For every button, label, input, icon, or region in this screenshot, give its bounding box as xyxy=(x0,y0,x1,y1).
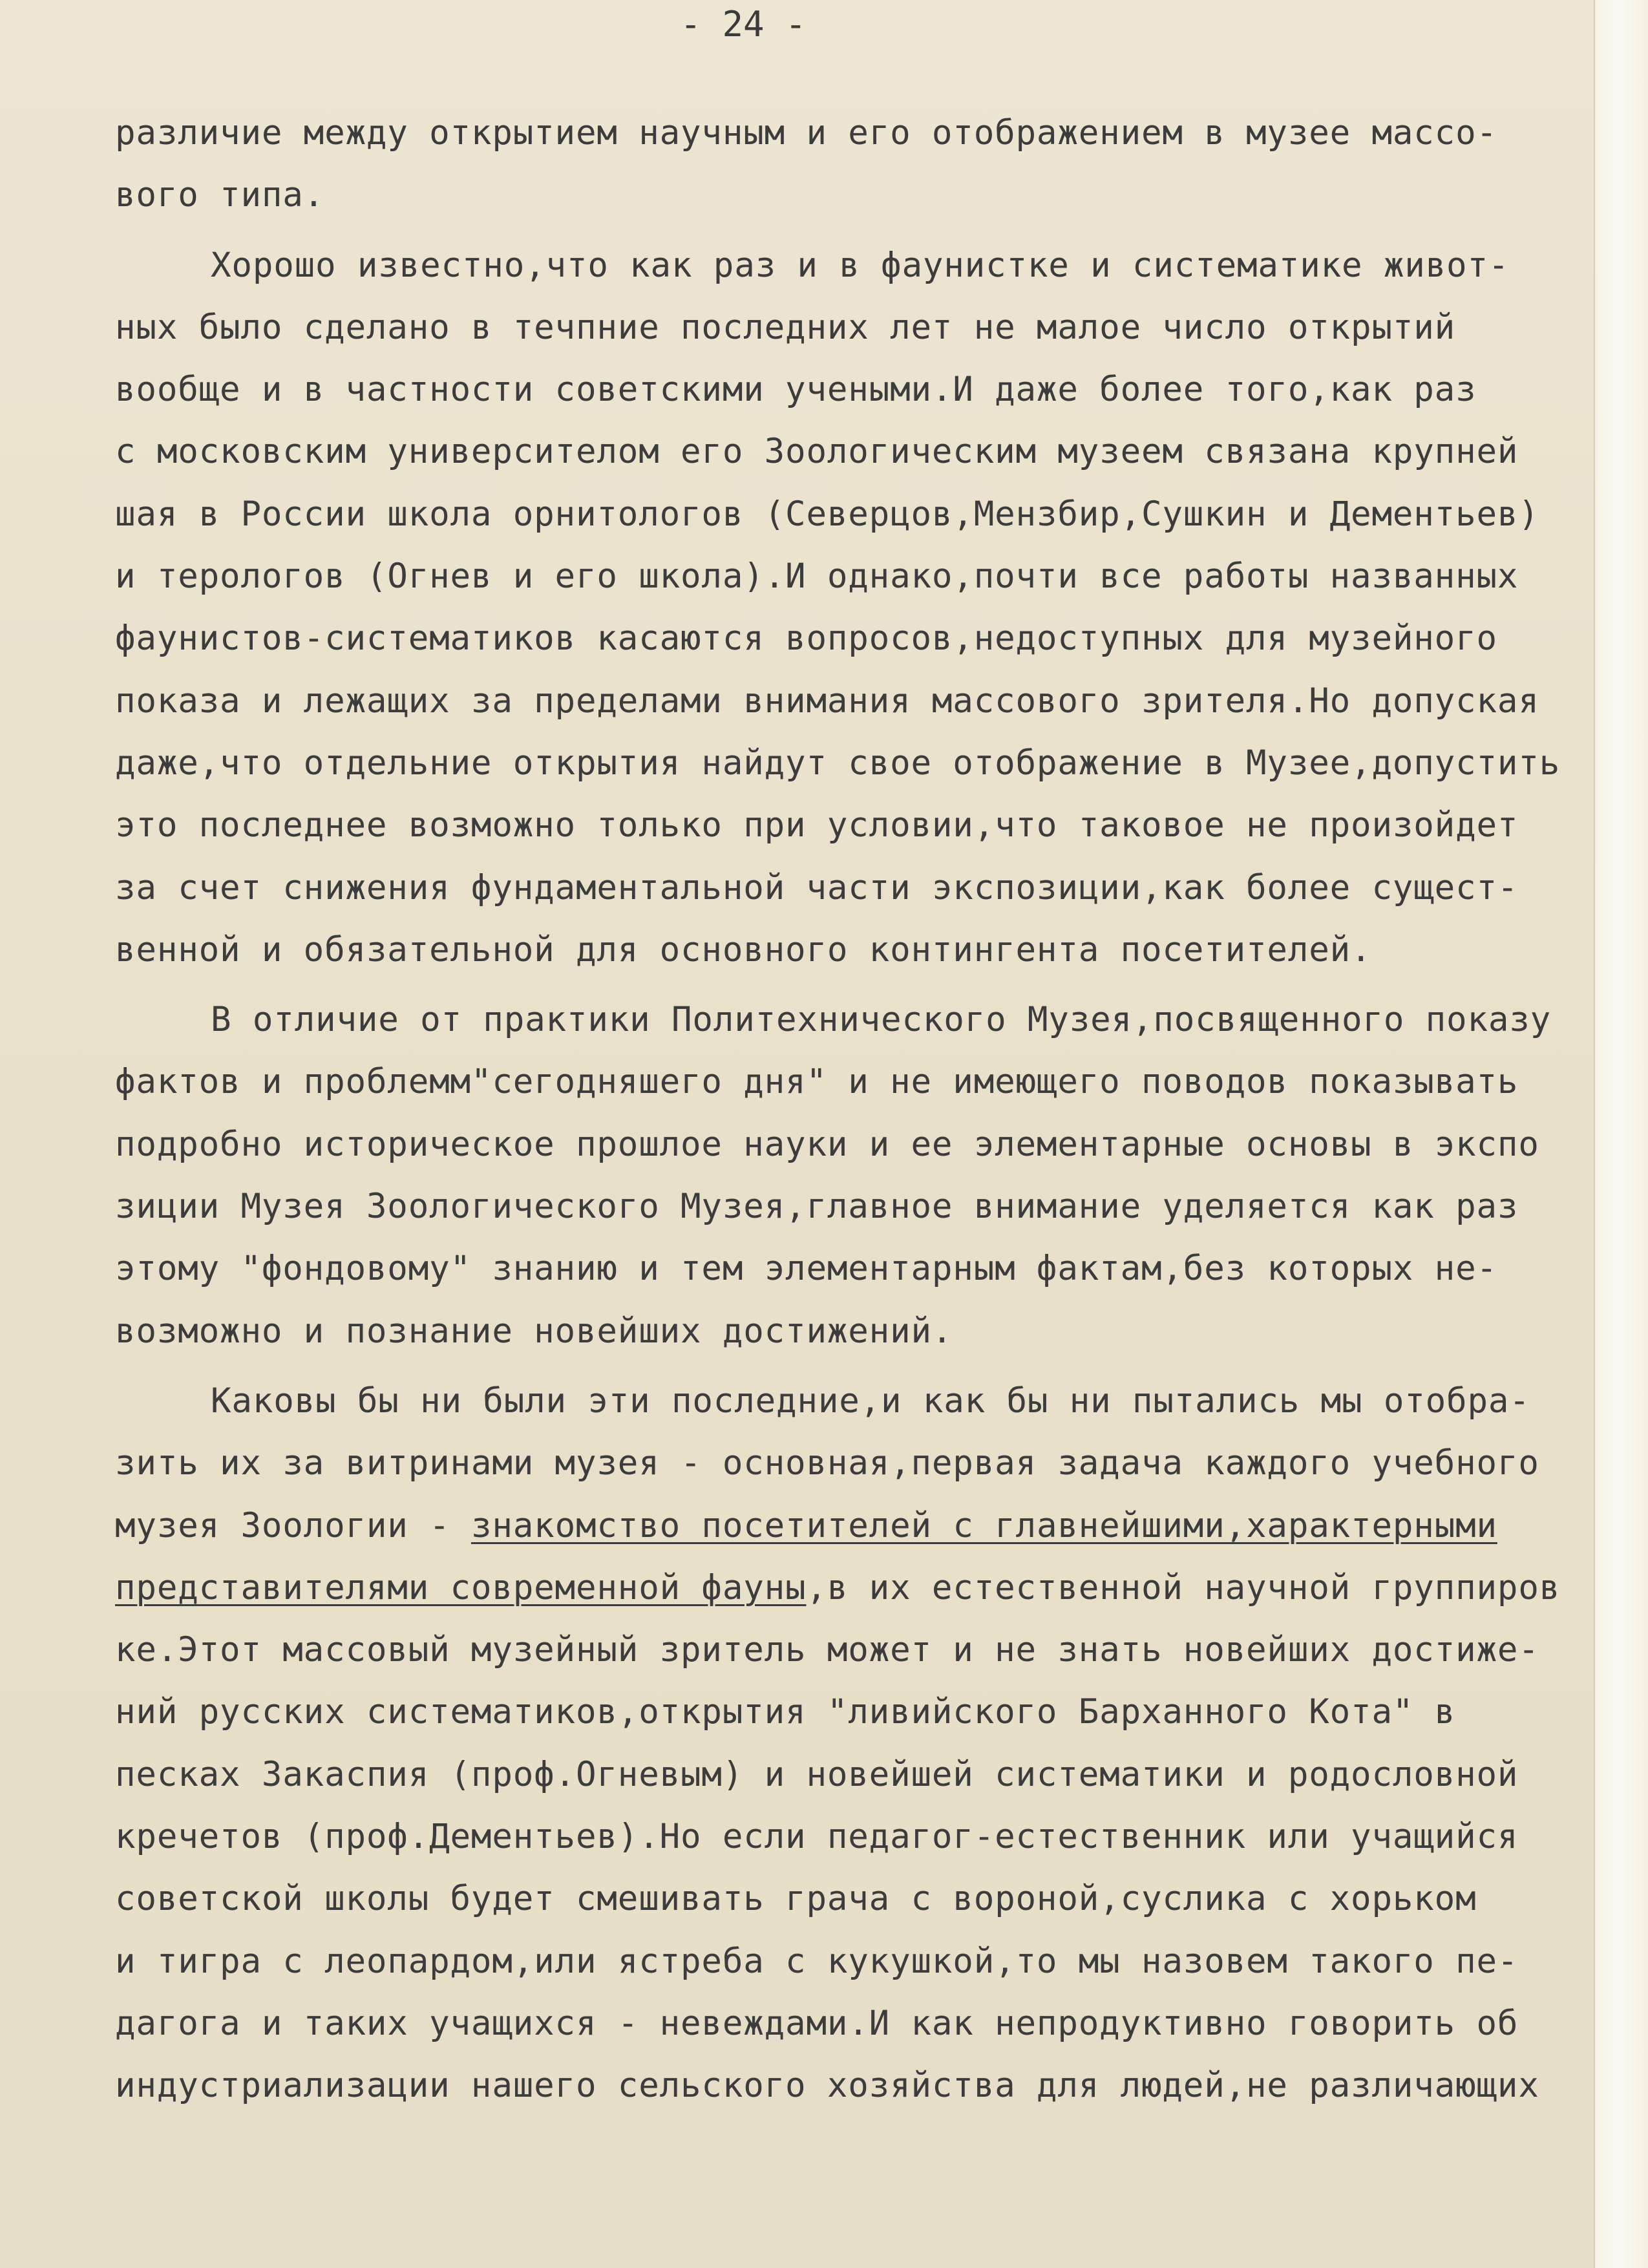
text-line: и тигра с леопардом,или ястреба с кукушкой,то мы назовем такого пе- xyxy=(115,1941,1519,1981)
text-line: песках Закаспия (проф.Огневым) и новейшей систематики и родословной xyxy=(115,1754,1519,1794)
text-line: с московским университелом его Зоологическим музеем связана крупней xyxy=(115,432,1519,472)
text-line: ний русских систематиков,открытия "ливийского Барханного Кота" в xyxy=(115,1692,1456,1732)
text-line: шая в России школа орнитологов (Северцов,Мензбир,Сушкин и Дементьев) xyxy=(115,494,1539,534)
text-line: фаунистов-систематиков касаются вопросов,недоступных для музейного xyxy=(115,619,1497,659)
underlined-text: представителями современной фауны xyxy=(115,1567,807,1607)
text-line: ке.Этот массовый музейный зритель может и не знать новейших достиже- xyxy=(115,1630,1539,1670)
text-line: ных было сделано в течпние последних лет не малое число открытий xyxy=(115,307,1456,347)
paragraph-start-line: В отличие от практики Политехнического Музея,посвященного показу xyxy=(211,1000,1552,1040)
text-line: возможно и познание новейших достижений. xyxy=(115,1311,953,1351)
text-line xyxy=(115,1495,1582,1557)
paragraph-start-line: Хорошо известно,что как раз и в фаунистке и систематике живот- xyxy=(211,245,1510,285)
body-text xyxy=(115,102,1582,2117)
text-line: индустриализации нашего сельского хозяйства для людей,не различающих xyxy=(115,2066,1539,2106)
paragraph-start-line: Каковы бы ни были эти последние,и как бы ни пытались мы отобра- xyxy=(211,1381,1530,1421)
text-line: даже,что отдельние открытия найдут свое отображение в Музее,допустить xyxy=(115,743,1561,783)
text-line: зиции Музея Зоологического Музея,главное внимание уделяется как раз xyxy=(115,1187,1519,1227)
text-line: дагога и таких учащихся - невеждами.И как непродуктивно говорить об xyxy=(115,2003,1519,2043)
text-line: венной и обязательной для основного контингента посетителей. xyxy=(115,929,1372,970)
text-line: кречетов (проф.Дементьев).Но если педагог-естественник или учащийся xyxy=(115,1817,1519,1857)
underlined-text: знакомство посетителей с главнейшими,характерными xyxy=(470,1505,1497,1545)
text-line: показа и лежащих за пределами внимания массового зрителя.Но допуская xyxy=(115,681,1539,721)
text-line: это последнее возможно только при условии,что таковое не произойдет xyxy=(115,805,1519,845)
text-line: и терологов (Огнев и его школа).И однако,почти все работы названных xyxy=(115,556,1519,597)
page-number: - 24 - xyxy=(680,4,807,45)
text-line: фактов и проблемм"сегодняшего дня" и не имеющего поводов показывать xyxy=(115,1062,1519,1102)
text-segment: музея Зоологии - xyxy=(115,1505,471,1545)
text-line: этому "фондовому" знанию и тем элементарным фактам,без которых не- xyxy=(115,1249,1497,1289)
text-line xyxy=(115,1557,1582,1619)
text-line: различие между открытием научным и его отображением в музее массо- xyxy=(115,113,1497,153)
page-edge xyxy=(1595,0,1648,2268)
text-line: за счет снижения фундаментальной части экспозиции,как более сущест- xyxy=(115,867,1519,907)
text-segment: ,в их естественной научной группиров xyxy=(806,1567,1561,1607)
text-line: зить их за витринами музея - основная,первая задача каждого учебного xyxy=(115,1443,1539,1483)
text-line: вого типа. xyxy=(115,175,325,215)
text-line: вообще и в частности советскими учеными.И даже более того,как раз xyxy=(115,370,1477,410)
text-line: советской школы будет смешивать грача с вороной,суслика с хорьком xyxy=(115,1879,1477,1919)
text-line: подробно историческое прошлое науки и ее элементарные основы в экспо xyxy=(115,1124,1539,1164)
